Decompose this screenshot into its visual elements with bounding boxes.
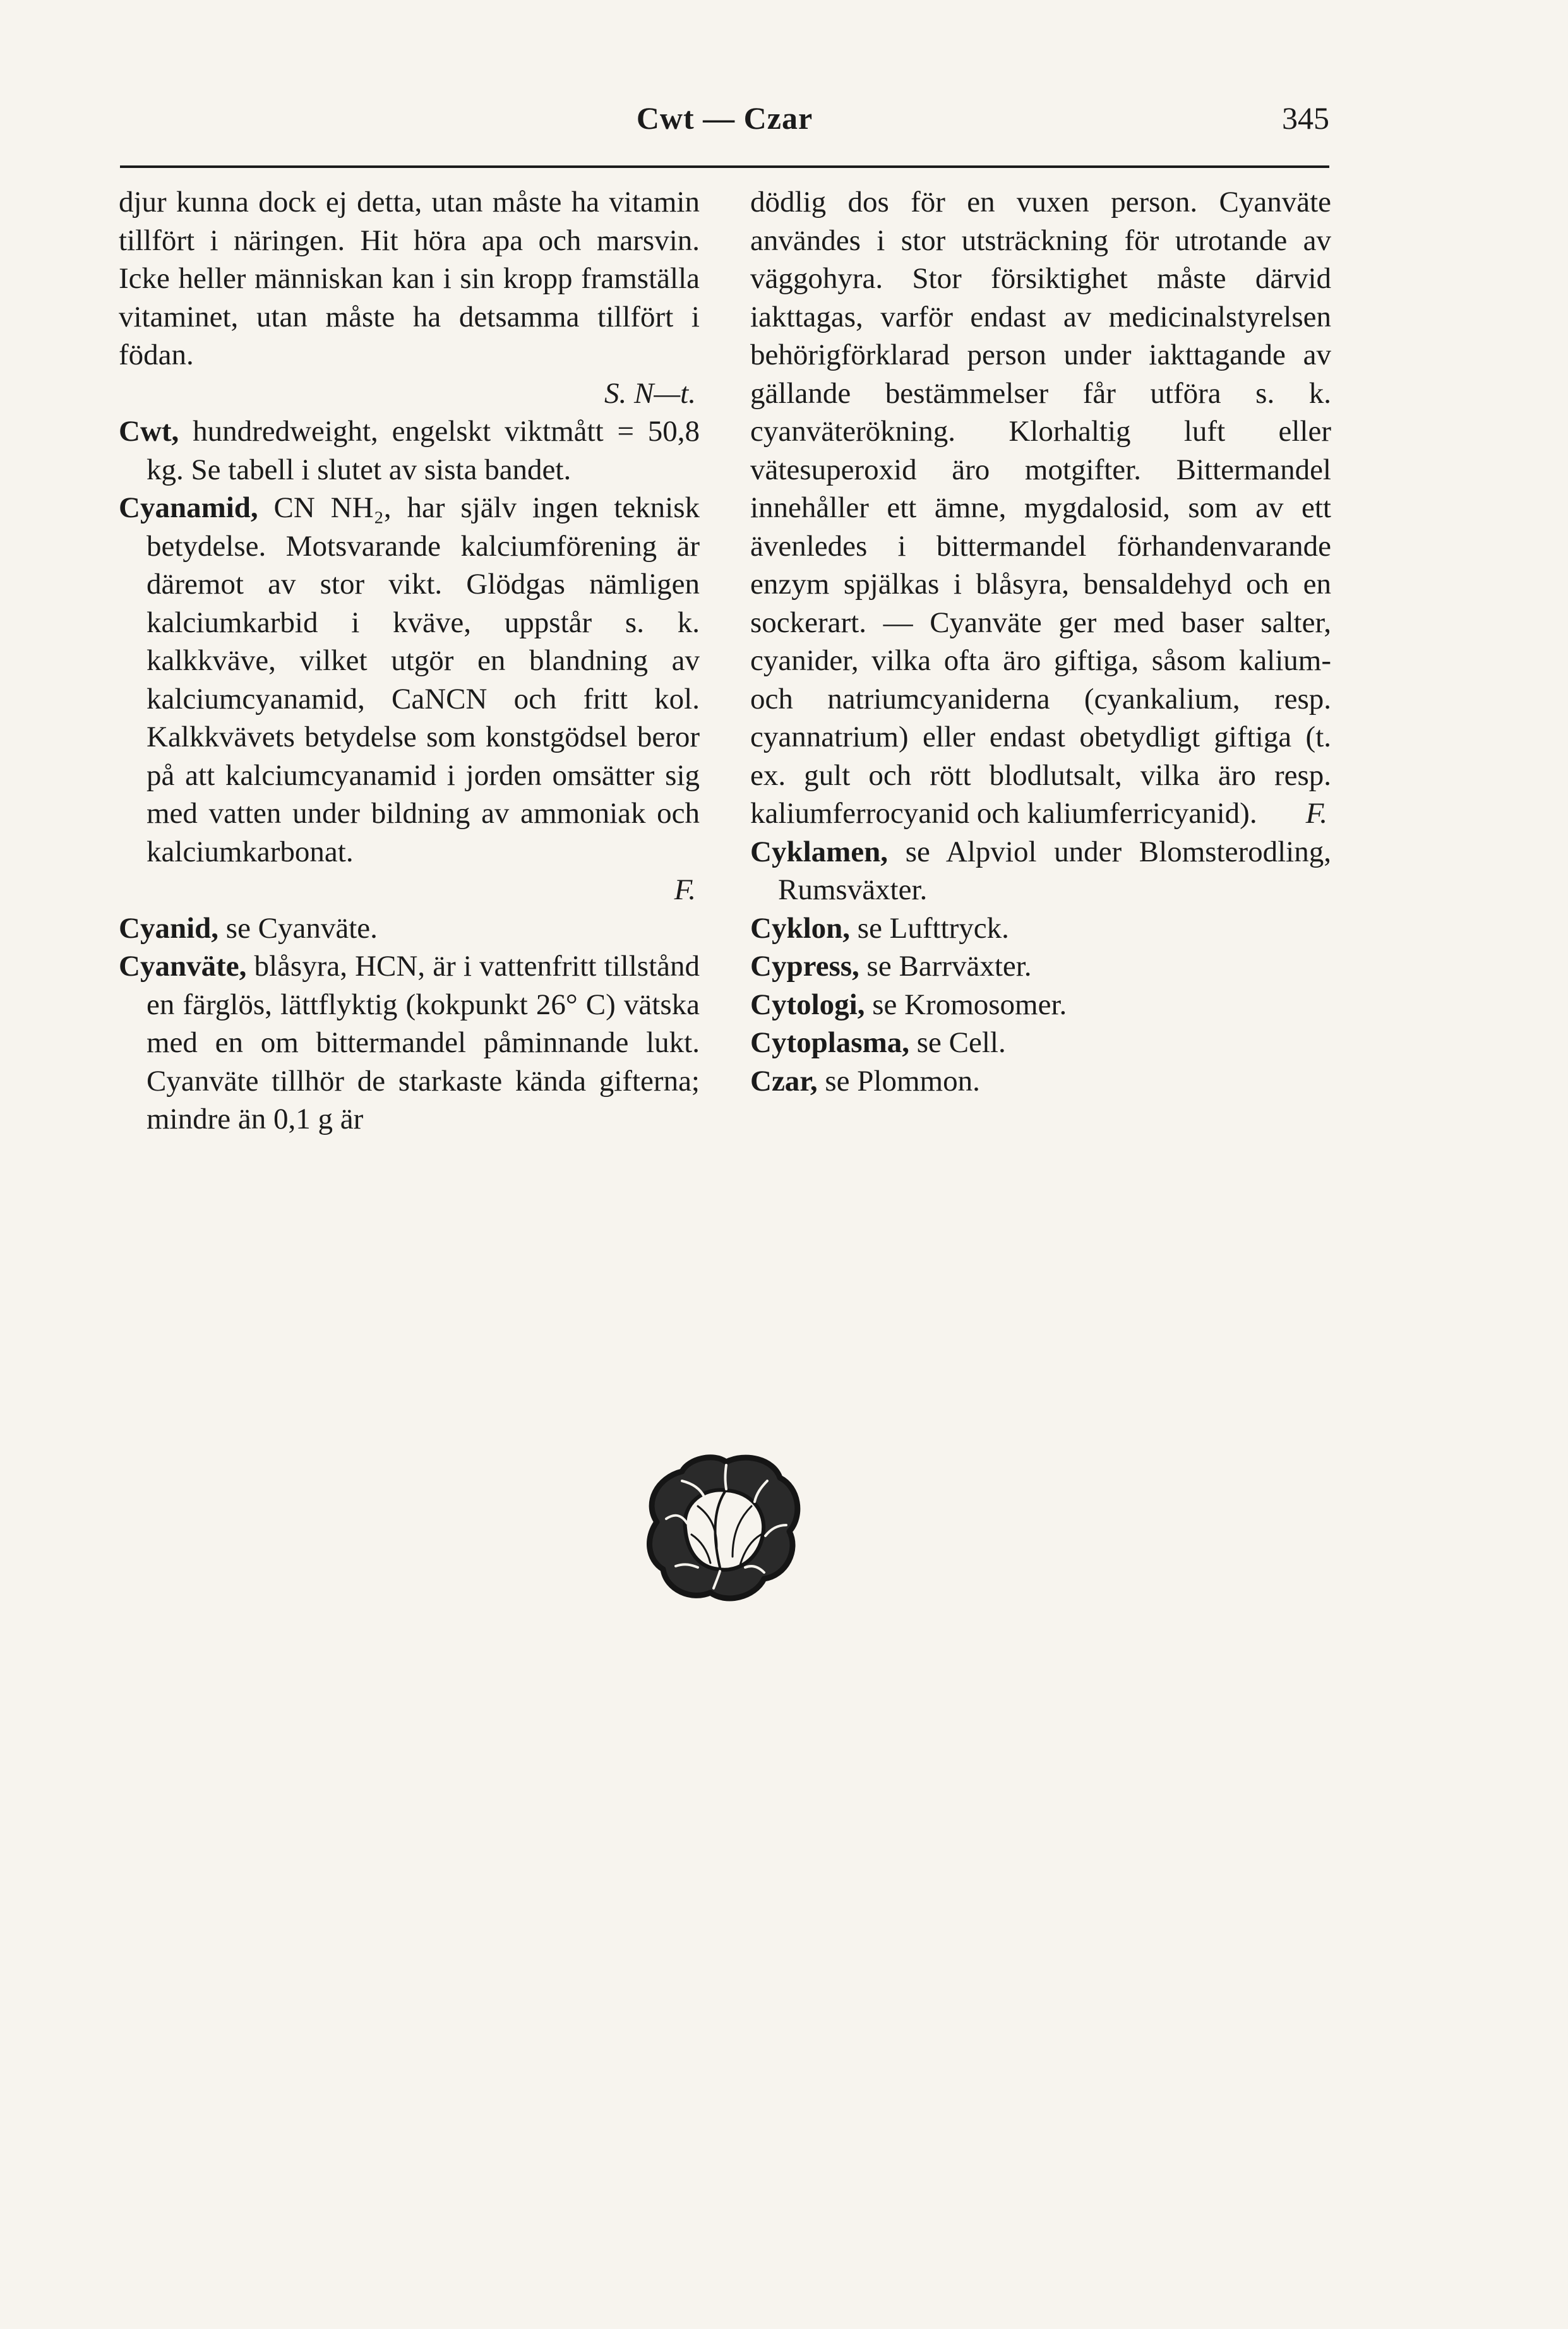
headword-cytoplasma: Cytoplasma, [750,1026,909,1059]
headword-cyanvate: Cyanväte, [119,950,247,983]
headword-cyklon: Cyklon, [750,911,851,945]
entry-czar [750,1062,1331,1101]
page-header-title: Cwt — Czar [636,100,813,136]
entry-cwt [119,412,700,489]
headword-cyanid: Cyanid, [119,911,219,945]
headword-cwt: Cwt, [119,415,179,448]
signature-cyanamid: F. [674,873,696,906]
entry-cypress [750,947,1331,986]
entry-cyklon [750,909,1331,948]
entry-text-cyanvate: blåsyra, HCN, är i vattenfritt tillstånd en färglös, lättflyktig (kokpunkt 26° C) vätska med en om bittermandel påminnande lukt. Cyanväte tillhör de starkaste kända gifterna; mindre än 0,1 g är [147,950,700,1135]
entry-cyanid [119,909,700,948]
headword-cyklamen: Cyklamen, [750,835,889,868]
right-column [750,183,1331,1100]
entry-text-cyklon: se Lufttryck. [857,911,1009,945]
headword-czar: Czar, [750,1064,818,1098]
header-divider [120,165,1329,168]
right-continuation-text: dödlig dos för en vuxen person. Cyanväte användes i stor utsträckning för utrotande av väggohyra. Stor försiktighet måste därvid iakttagas, varför endast av medicinalstyrelsen behörigförklarad person under iakttagande av gällande bestämmelser får utföra s. k. cyanväterökning. Klorhaltig luft eller vätesuperoxid äro motgifter. Bittermandel innehåller ett ämne, mygdalosid, som av ett ävenledes i bittermandel förhandenvarande enzym spjälkas i blåsyra, bensaldehyd och en sockerart. — Cyanväte ger med baser salter, cyanider, vilka ofta äro giftiga, såsom kalium- och natriumcyaniderna (cyankalium, resp. cyannatrium) eller endast obetydligt giftiga (t. ex. gult och rött blodlutsalt, vilka äro resp. kaliumferrocyanid och kaliumferricyanid). [750,186,1331,830]
entry-cytoplasma [750,1024,1331,1062]
cabbage-ornament-icon [638,1446,808,1610]
headword-cypress: Cypress, [750,950,859,983]
headword-cyanamid: Cyanamid, [119,491,258,524]
left-continuation-text: djur kunna dock ej detta, utan måste ha vitamin tillfört i näringen. Hit höra apa och marsvin. Icke heller människan kan i sin kropp framställa vitaminet, utan måste ha detsamma tillfört i födan. [119,186,700,371]
page-number: 345 [1282,100,1329,136]
right-continuation-signature: F. [1305,797,1327,830]
left-column [119,183,700,1139]
entry-text-cyanid: se Cyanväte. [225,911,378,945]
left-continuation-signature: S. N—t. [604,376,696,410]
entry-cyklamen [750,833,1331,909]
entry-cyanamid [119,489,700,871]
entry-text-cytoplasma: se Cell. [916,1026,1006,1059]
headword-cytologi: Cytologi, [750,988,865,1021]
entry-text-cyanamid: CN NH₂, har själv ingen teknisk betydelse. Motsvarande kalciumförening är däremot av stor vikt. Glödgas nämligen kalciumkarbid i kväve, uppstår s. k. kalkkväve, vilket utgör en blandning av kalciumcyanamid, CaNCN och fritt kol. Kalkkvävets betydelse som konstgödsel beror på att kalciumcyanamid i jorden omsätter sig med vatten under bildning av ammoniak och kalciumkarbonat. [147,491,700,868]
entry-cyanvate [119,947,700,1139]
entry-text-cwt: hundredweight, engelskt viktmått = 50,8 kg. Se tabell i slutet av sista bandet. [147,415,700,486]
entry-text-cytologi: se Kromosomer. [872,988,1067,1021]
running-header [120,95,1329,145]
entry-text-cypress: se Barrväxter. [866,950,1032,983]
entry-text-cyklamen: se Alpviol under Blomsterodling, Rumsväxter. [778,835,1331,906]
entry-text-czar: se Plommon. [825,1064,980,1098]
entry-cytologi [750,986,1331,1024]
